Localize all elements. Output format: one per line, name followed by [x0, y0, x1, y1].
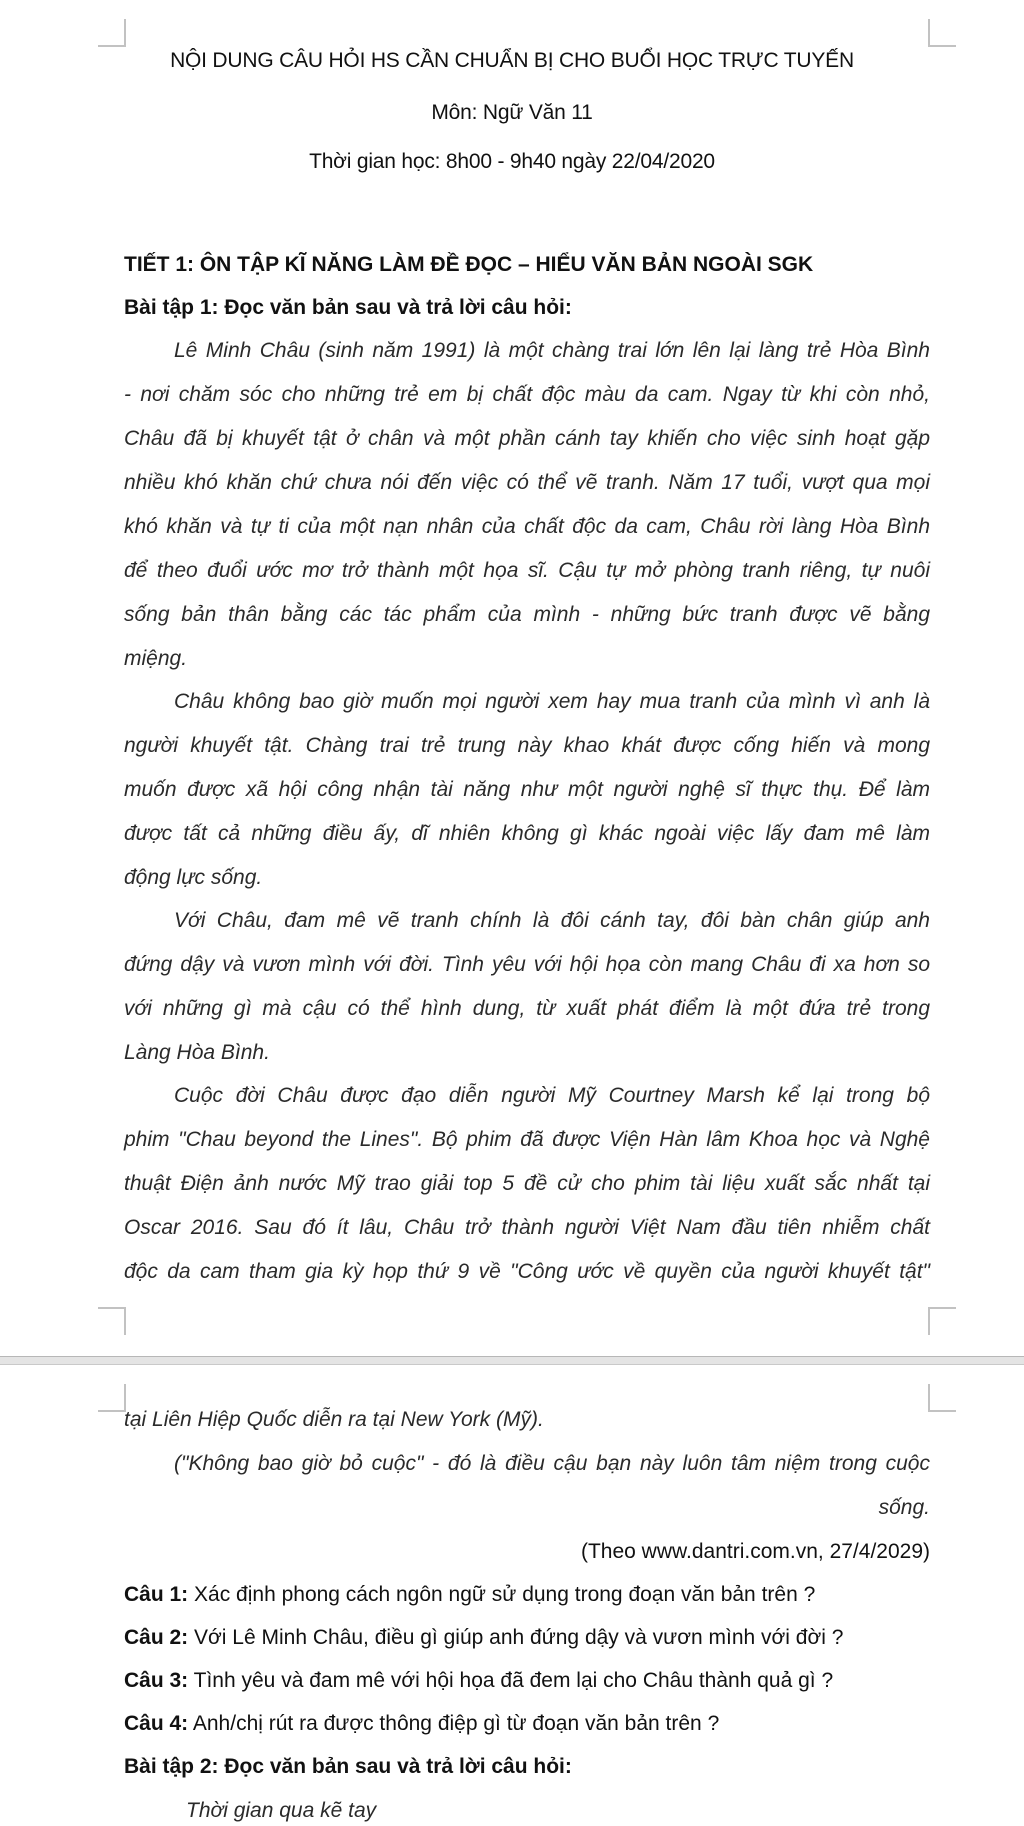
- poem-title: Thời gian qua kẽ tay: [186, 1799, 377, 1822]
- passage-line: Châu đã bị khuyết tật ở chân và một phần cánh tay khiến cho việc sinh hoạt gặp: [124, 427, 930, 450]
- section-heading: TIẾT 1: ÔN TẬP KĨ NĂNG LÀM ĐỀ ĐỌC – HIỂU VĂN BẢN NGOÀI SGK: [124, 253, 814, 276]
- passage-line: độc da cam tham gia kỳ họp thứ 9 về "Công ước về quyền của người khuyết tật": [124, 1260, 930, 1283]
- passage-line: động lực sống.: [124, 866, 263, 889]
- page-corner-mark: [98, 19, 126, 47]
- passage-line: phim "Chau beyond the Lines". Bộ phim đã được Viện Hàn lâm Khoa học và Nghệ: [124, 1128, 930, 1151]
- exercise-1-heading: Bài tập 1: Đọc văn bản sau và trả lời câu hỏi:: [124, 296, 572, 319]
- passage-line: để theo đuổi ước mơ trở thành một họa sĩ. Cậu tự mở phòng tranh riêng, tự nuôi: [124, 559, 930, 582]
- source-citation: (Theo www.dantri.com.vn, 27/4/2029): [580, 1540, 930, 1563]
- passage-line: Làng Hòa Bình.: [124, 1041, 270, 1064]
- passage-line: Châu không bao giờ muốn mọi người xem hay mua tranh của mình vì anh là: [174, 690, 930, 713]
- passage-line: người khuyết tật. Chàng trai trẻ trung này khao khát được cống hiến và mong: [124, 734, 930, 757]
- question-label: Câu 3:: [124, 1669, 189, 1692]
- passage-line: muốn được xã hội công nhận tài năng như một người nghệ sĩ thực thụ. Để làm: [124, 778, 930, 801]
- question-label: Câu 4:: [124, 1712, 189, 1735]
- passage-line: nhiều khó khăn chứ chưa nói đến việc có thể vẽ tranh. Năm 17 tuổi, vượt qua mọi: [124, 471, 930, 494]
- passage-line: sống bản thân bằng các tác phẩm của mình - những bức tranh được vẽ bằng: [124, 603, 930, 626]
- document-title: NỘI DUNG CÂU HỎI HS CẦN CHUẨN BỊ CHO BUỔI HỌC TRỰC TUYẾN: [170, 49, 854, 72]
- page-corner-mark: [98, 1384, 126, 1412]
- passage-line: đứng dậy và vươn mình với đời. Tình yêu với hội họa còn mang Châu đi xa hơn so: [124, 953, 930, 976]
- question-2: [124, 1623, 930, 1653]
- quote-line-end: sống.: [878, 1496, 930, 1519]
- page-corner-mark: [98, 1307, 126, 1335]
- passage-line: với những gì mà cậu có thể hình dung, từ xuất phát điểm là một đứa trẻ trong: [124, 997, 930, 1020]
- question-3: [124, 1666, 930, 1696]
- question-text: Anh/chị rút ra được thông điệp gì từ đoạn văn bản trên ?: [188, 1712, 720, 1735]
- question-text: Xác định phong cách ngôn ngữ sử dụng trong đoạn văn bản trên ?: [188, 1583, 816, 1606]
- page-corner-mark: [928, 19, 956, 47]
- page-corner-mark: [928, 1384, 956, 1412]
- passage-continuation: tại Liên Hiệp Quốc diễn ra tại New York (Mỹ).: [124, 1408, 544, 1431]
- passage-line: Cuộc đời Châu được đạo diễn người Mỹ Courtney Marsh kể lại trong bộ: [174, 1084, 930, 1107]
- passage-line: Lê Minh Châu (sinh năm 1991) là một chàng trai lớn lên lại làng trẻ Hòa Bình: [174, 339, 930, 362]
- question-label: Câu 2:: [124, 1626, 189, 1649]
- page-separator: [0, 1356, 1024, 1365]
- exercise-2-heading: Bài tập 2: Đọc văn bản sau và trả lời câu hỏi:: [124, 1755, 572, 1778]
- quote-line: ("Không bao giờ bỏ cuộc" - đó là điều cậu bạn này luôn tâm niệm trong cuộc: [174, 1452, 930, 1475]
- passage-line: thuật Điện ảnh nước Mỹ trao giải top 5 đề cử cho phim tài liệu xuất sắc nhất tại: [124, 1172, 930, 1195]
- question-text: Tình yêu và đam mê với hội họa đã đem lại cho Châu thành quả gì ?: [188, 1669, 834, 1692]
- page-corner-mark: [928, 1307, 956, 1335]
- subject-line: Môn: Ngữ Văn 11: [431, 101, 593, 124]
- question-text: Với Lê Minh Châu, điều gì giúp anh đứng dậy và vươn mình với đời ?: [188, 1626, 844, 1649]
- question-1: [124, 1580, 930, 1610]
- document-page-2: [0, 1365, 1024, 1820]
- passage-line: miệng.: [124, 647, 188, 670]
- question-4: [124, 1709, 930, 1739]
- passage-line: - nơi chăm sóc cho những trẻ em bị chất độc màu da cam. Ngay từ khi còn nhỏ,: [124, 383, 930, 406]
- question-label: Câu 1:: [124, 1583, 189, 1606]
- passage-line: Với Châu, đam mê vẽ tranh chính là đôi cánh tay, đôi bàn chân giúp anh: [174, 909, 930, 932]
- schedule-line: Thời gian học: 8h00 - 9h40 ngày 22/04/2020: [309, 150, 715, 173]
- passage-line: Oscar 2016. Sau đó ít lâu, Châu trở thành người Việt Nam đầu tiên nhiễm chất: [124, 1216, 930, 1239]
- passage-line: được tất cả những điều ấy, dĩ nhiên không gì khác ngoài việc lấy đam mê làm: [124, 822, 930, 845]
- passage-line: khó khăn và tự ti của một nạn nhân của chất độc da cam, Châu rời làng Hòa Bình: [124, 515, 930, 538]
